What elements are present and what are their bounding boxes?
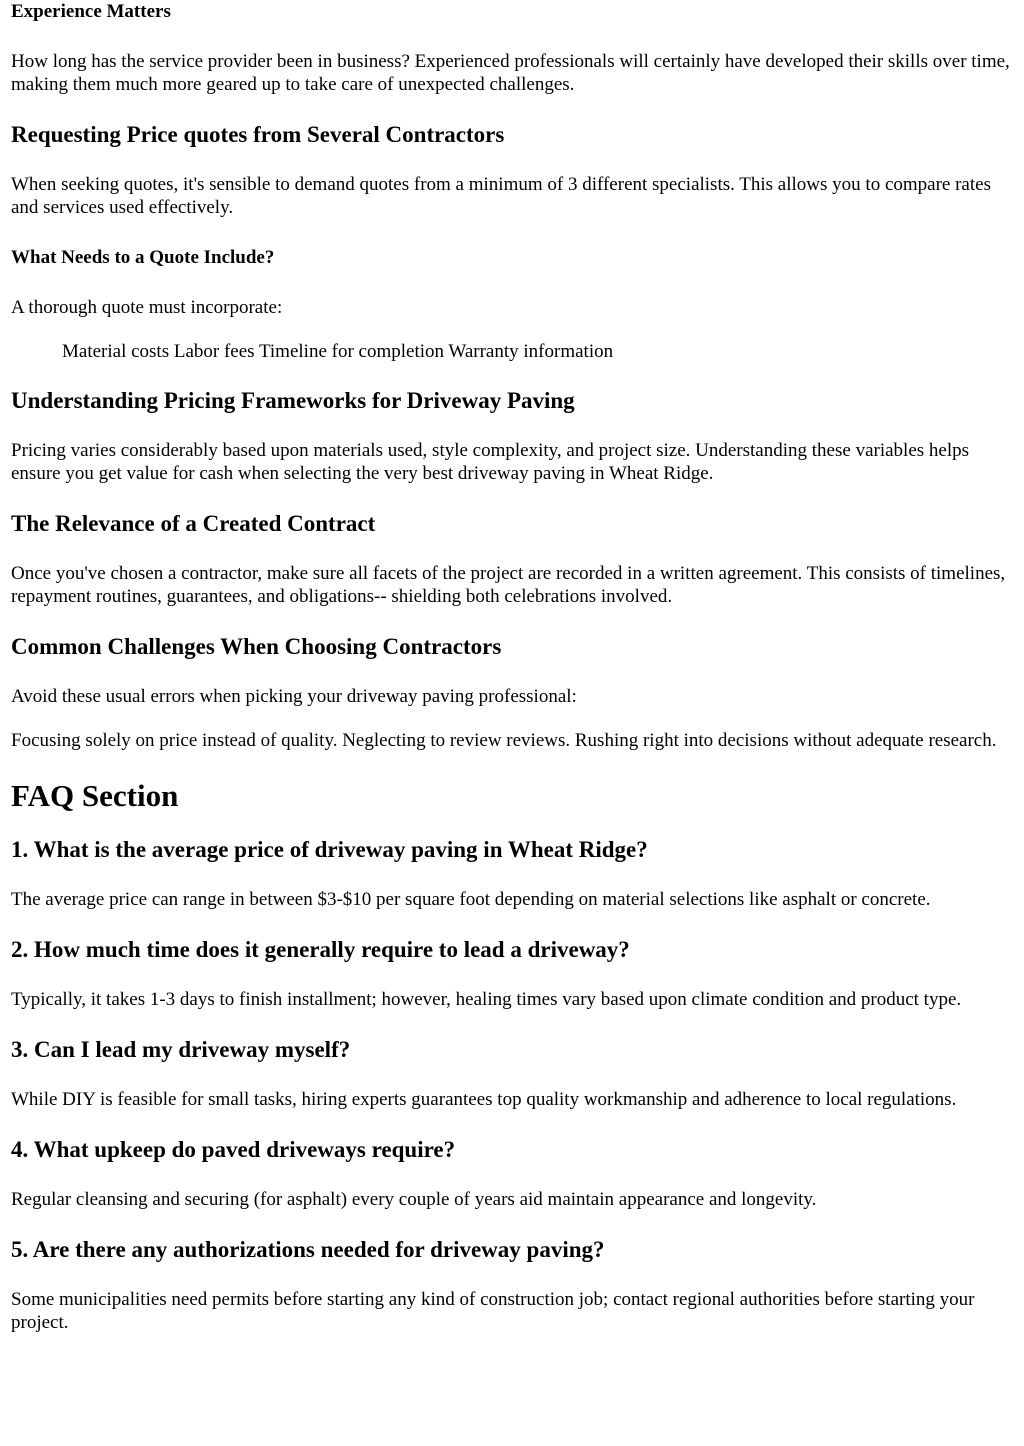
faq-answer-2: Typically, it takes 1-3 days to finish installment; however, healing times vary based upon climate condition and product type. xyxy=(11,989,962,1010)
faq-answer-4: Regular cleansing and securing (for asphalt) every couple of years aid maintain appearance and longevity. xyxy=(11,1189,817,1210)
challenges-intro: Avoid these usual errors when picking your driveway paving professional: xyxy=(11,686,577,707)
quote-include-list: Material costs Labor fees Timeline for completion Warranty information xyxy=(62,341,614,362)
faq-question-4: 4. What upkeep do paved driveways require? xyxy=(11,1137,456,1162)
pricing-heading: Understanding Pricing Frameworks for Driveway Paving xyxy=(11,388,575,413)
challenges-heading: Common Challenges When Choosing Contractors xyxy=(11,634,502,659)
faq-title: FAQ Section xyxy=(11,778,179,813)
quotes-heading: Requesting Price quotes from Several Contractors xyxy=(11,122,505,147)
faq-question-3: 3. Can I lead my driveway myself? xyxy=(11,1037,351,1062)
faq-answer-5: Some municipalities need permits before starting any kind of construction job; contact regional authorities before starting your project. xyxy=(11,1289,975,1333)
quote-include-paragraph: A thorough quote must incorporate: xyxy=(11,297,283,318)
contract-heading: The Relevance of a Created Contract xyxy=(11,511,376,536)
experience-heading: Experience Matters xyxy=(11,1,171,22)
faq-answer-1: The average price can range in between $3-$10 per square foot depending on material selections like asphalt or concrete. xyxy=(11,889,931,910)
challenges-paragraph: Focusing solely on price instead of quality. Neglecting to review reviews. Rushing right into decisions without adequate research. xyxy=(11,730,997,751)
faq-question-5: 5. Are there any authorizations needed for driveway paving? xyxy=(11,1237,605,1262)
faq-question-1: 1. What is the average price of driveway paving in Wheat Ridge? xyxy=(11,837,648,862)
experience-paragraph: How long has the service provider been in business? Experienced professionals will certainly have developed their skills over time, making them much more geared up to take care of unexpected challenges. xyxy=(11,51,1010,95)
pricing-paragraph: Pricing varies considerably based upon materials used, style complexity, and project size. Understanding these variables helps ensure you get value for cash when selecting the very best driveway paving in Wheat Ridge. xyxy=(11,440,969,484)
faq-answer-3: While DIY is feasible for small tasks, hiring experts guarantees top quality workmanship and adherence to local regulations. xyxy=(11,1089,957,1110)
quote-include-heading: What Needs to a Quote Include? xyxy=(11,247,275,268)
contract-paragraph: Once you've chosen a contractor, make sure all facets of the project are recorded in a written agreement. This consists of timelines, repayment routines, guarantees, and obligations-- shielding both celebrations involved. xyxy=(11,563,1006,607)
faq-question-2: 2. How much time does it generally require to lead a driveway? xyxy=(11,937,630,962)
quotes-paragraph: When seeking quotes, it's sensible to demand quotes from a minimum of 3 different specialists. This allows you to compare rates and services used effectively. xyxy=(11,174,991,218)
